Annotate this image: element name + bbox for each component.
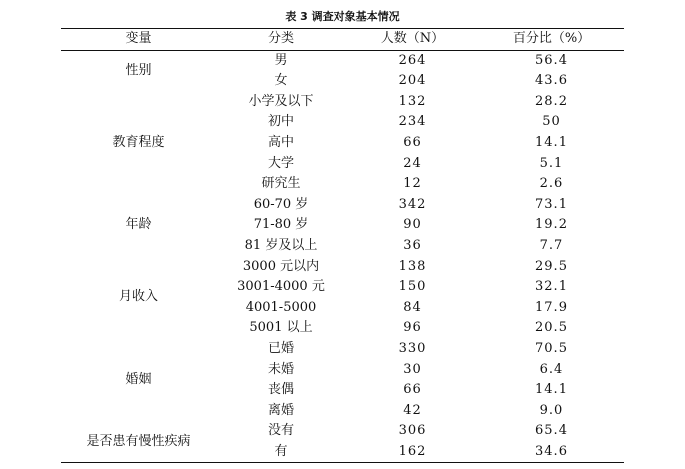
- category-cell: 研究生: [261, 176, 301, 192]
- category-cell: 离婚: [267, 402, 294, 418]
- count-cell: 84: [403, 299, 422, 315]
- survey-demographics-table: [61, 28, 624, 463]
- table-row: [61, 195, 624, 216]
- header-category: 分类: [267, 31, 294, 46]
- count-cell: 36: [403, 237, 422, 253]
- percent-cell: 14.1: [535, 382, 568, 398]
- percent-cell: 5.1: [539, 155, 564, 171]
- percent-cell: 50: [542, 114, 561, 130]
- category-cell: 4001-5000: [245, 299, 317, 315]
- percent-cell: 2.6: [539, 176, 564, 192]
- percent-cell: 70.5: [535, 340, 568, 356]
- percent-cell: 34.6: [535, 443, 568, 459]
- variable-cell: 教育程度: [112, 134, 165, 150]
- category-cell: 女: [274, 73, 288, 89]
- table-body: [61, 50, 624, 463]
- count-cell: 12: [403, 176, 422, 192]
- category-cell: 有: [274, 443, 288, 459]
- percent-cell: 43.6: [535, 73, 568, 89]
- category-cell: 没有: [267, 423, 294, 439]
- count-cell: 204: [398, 73, 427, 89]
- category-cell: 丧偶: [267, 382, 294, 398]
- count-cell: 24: [403, 155, 422, 171]
- category-cell: 3001-4000 元: [237, 279, 325, 295]
- count-cell: 234: [398, 114, 427, 130]
- variable-cell: 婚姻: [125, 371, 152, 387]
- category-cell: 71-80 岁: [253, 217, 309, 233]
- variable-cell: 是否患有慢性疾病: [86, 433, 191, 449]
- count-cell: 132: [398, 93, 427, 109]
- header-percent: 百分比（%）: [512, 31, 591, 46]
- percent-cell: 73.1: [535, 196, 568, 212]
- count-cell: 90: [403, 217, 422, 233]
- percent-cell: 9.0: [539, 402, 564, 418]
- count-cell: 306: [398, 423, 427, 439]
- category-cell: 初中: [267, 114, 294, 130]
- variable-cell: 月收入: [118, 289, 158, 305]
- category-cell: 小学及以下: [248, 93, 314, 109]
- category-cell: 3000 元以内: [242, 258, 320, 274]
- variable-cell: 性别: [125, 62, 152, 78]
- percent-cell: 28.2: [535, 93, 568, 109]
- percent-cell: 56.4: [535, 52, 568, 68]
- count-cell: 264: [398, 52, 427, 68]
- percent-cell: 6.4: [539, 361, 564, 377]
- category-cell: 未婚: [267, 361, 294, 377]
- header-variable: 变量: [125, 31, 152, 46]
- percent-cell: 29.5: [535, 258, 568, 274]
- table-row: [61, 339, 624, 360]
- table-row: [61, 421, 624, 442]
- table-header-row: [61, 29, 624, 51]
- count-cell: 66: [403, 134, 422, 150]
- table-row: [61, 50, 624, 71]
- category-cell: 已婚: [267, 340, 294, 356]
- table-row: [61, 257, 624, 278]
- percent-cell: 32.1: [535, 279, 568, 295]
- count-cell: 30: [403, 361, 422, 377]
- percent-cell: 65.4: [535, 423, 568, 439]
- percent-cell: 14.1: [535, 134, 568, 150]
- percent-cell: 17.9: [535, 299, 568, 315]
- variable-cell: 年龄: [125, 217, 152, 233]
- count-cell: 330: [398, 340, 427, 356]
- category-cell: 60-70 岁: [253, 196, 309, 212]
- count-cell: 138: [398, 258, 427, 274]
- table-caption: 表 3 调查对象基本情况: [285, 10, 400, 23]
- category-cell: 5001 以上: [249, 320, 313, 336]
- category-cell: 高中: [267, 134, 294, 150]
- category-cell: 男: [274, 52, 288, 68]
- count-cell: 66: [403, 382, 422, 398]
- category-cell: 大学: [267, 155, 294, 171]
- count-cell: 42: [403, 402, 422, 418]
- count-cell: 96: [403, 320, 422, 336]
- header-count: 人数（N）: [380, 31, 445, 46]
- category-cell: 81 岁及以上: [244, 237, 318, 253]
- table-row: [61, 92, 624, 113]
- percent-cell: 7.7: [539, 237, 564, 253]
- count-cell: 150: [398, 279, 427, 295]
- percent-cell: 20.5: [535, 320, 568, 336]
- count-cell: 162: [398, 443, 427, 459]
- percent-cell: 19.2: [535, 217, 568, 233]
- count-cell: 342: [398, 196, 427, 212]
